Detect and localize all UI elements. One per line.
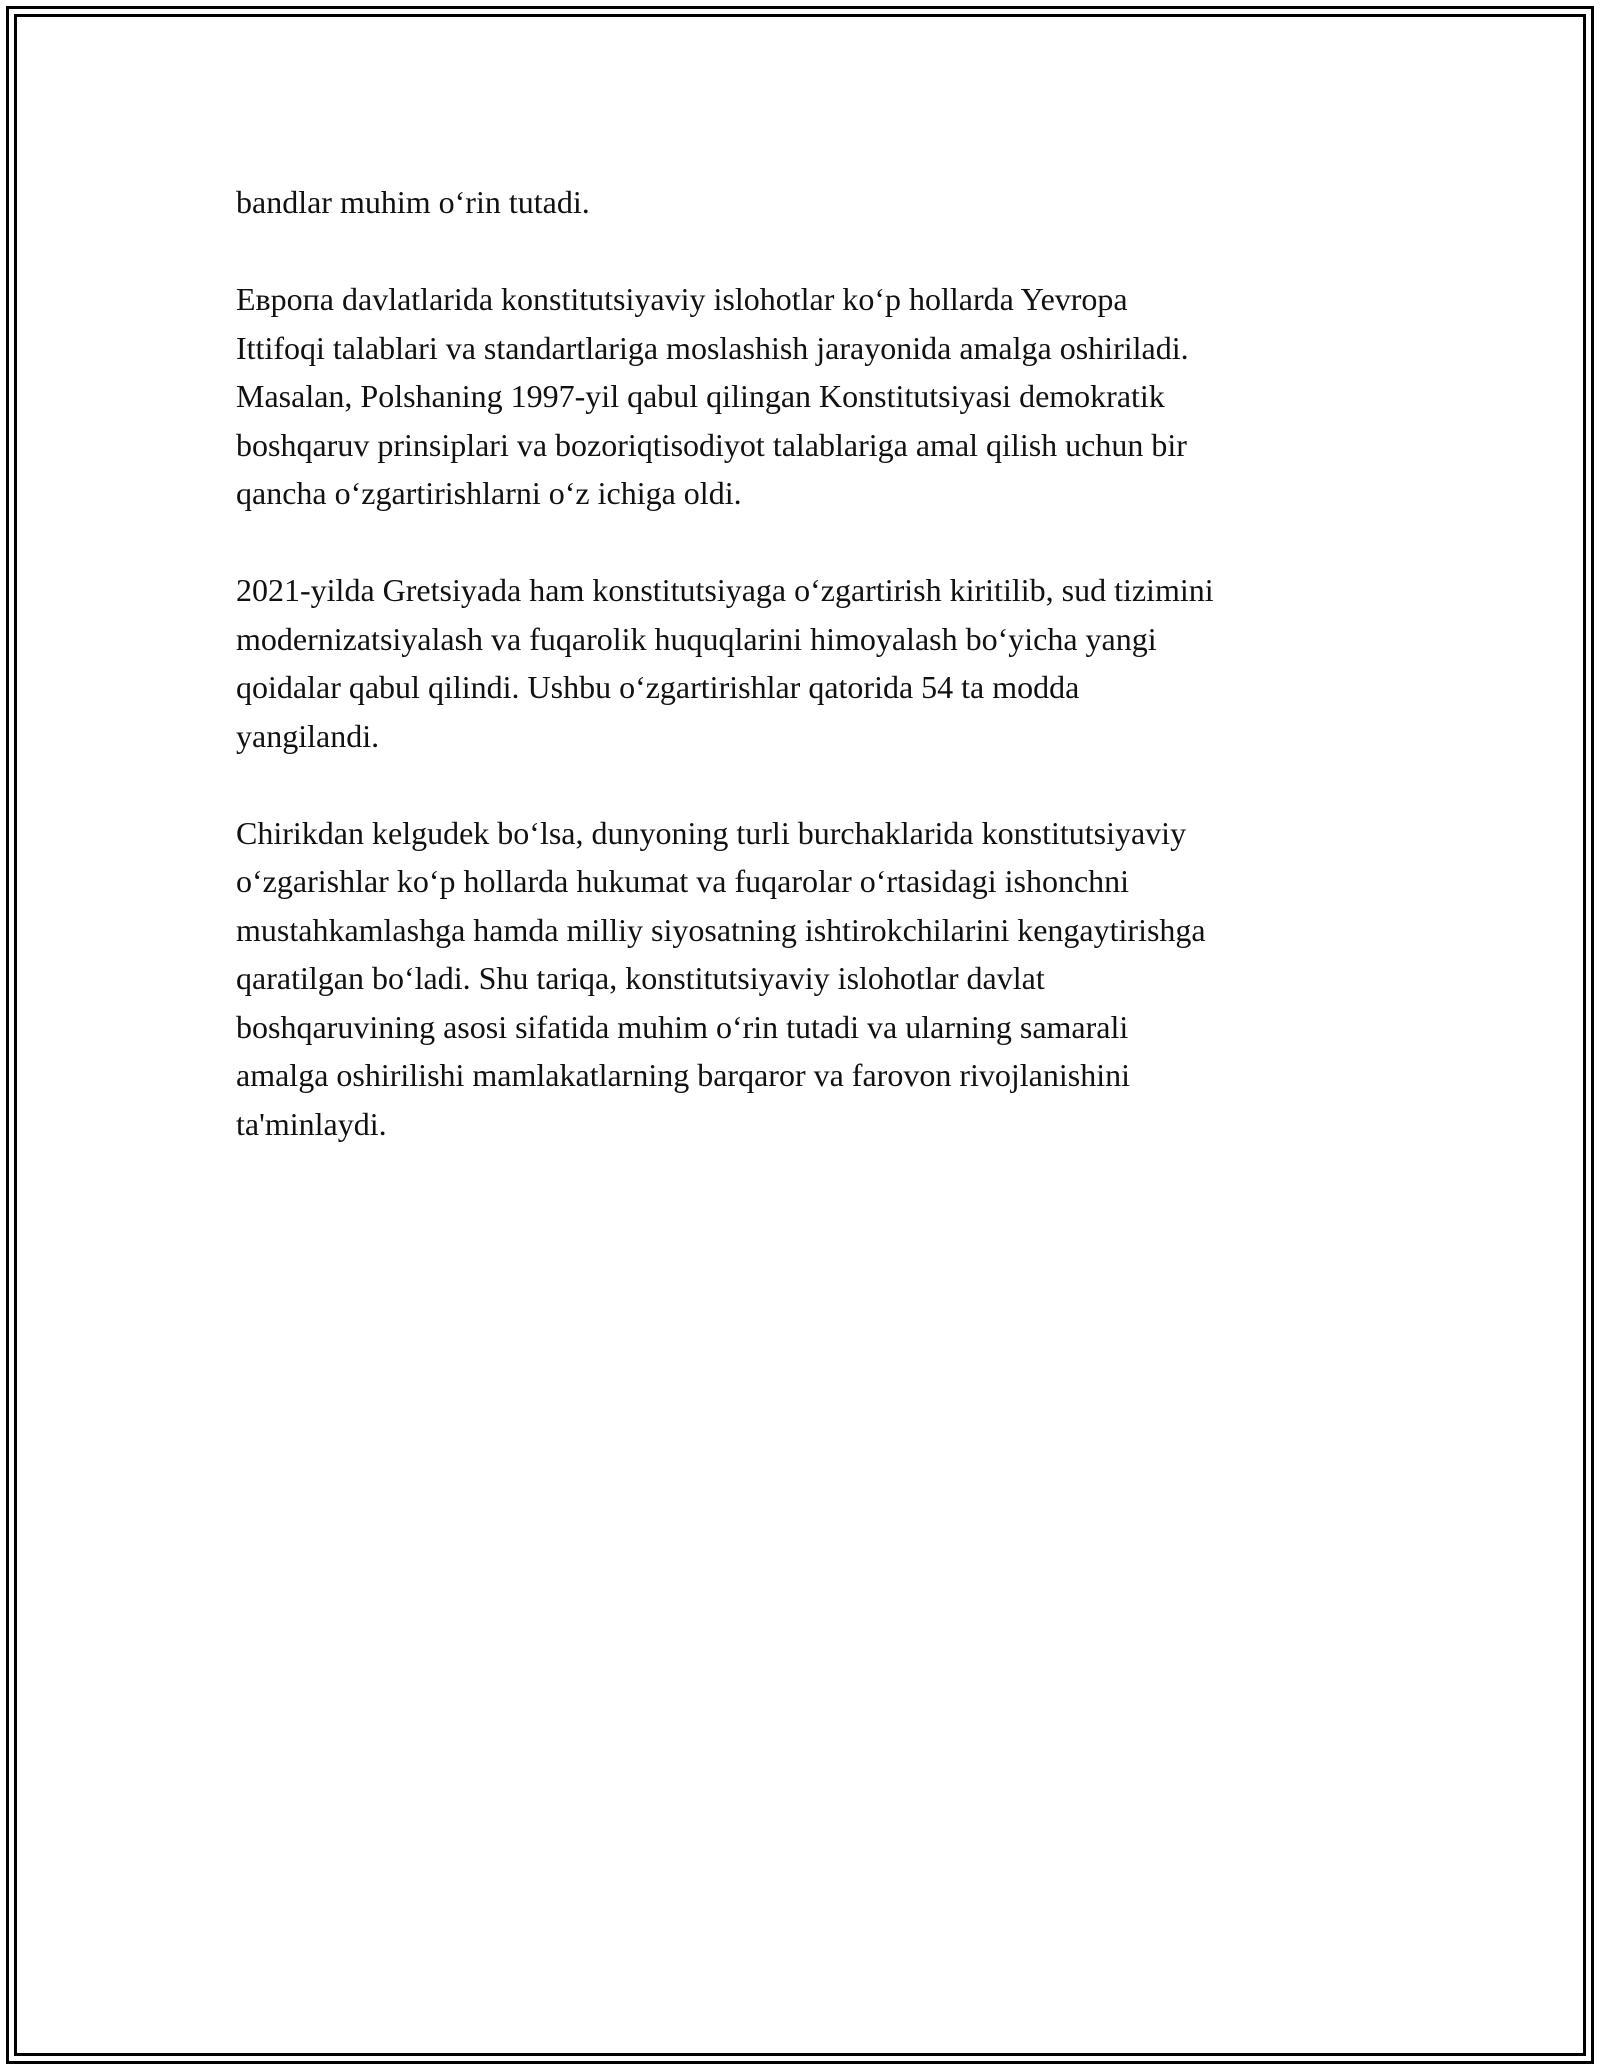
document-body xyxy=(236,178,1386,1197)
text-line: boshqaruv prinsiplari va bozoriqtisodiyot talablariga amal qilish uchun bir xyxy=(236,426,1187,463)
text-line: mustahkamlashga hamda milliy siyosatning ishtirokchilarini kengaytirishga xyxy=(236,911,1206,948)
text-line: Ittifoqi talablari va standartlariga moslashish jarayonida amalga oshiriladi. xyxy=(236,329,1189,366)
paragraph-greece-2021 xyxy=(236,566,1386,760)
text-line: boshqaruvining asosi sifatida muhim o‘rin tutadi va ularning samarali xyxy=(236,1008,1129,1045)
paragraph-conclusion xyxy=(236,809,1386,1149)
text-line: Masalan, Polshaning 1997-yil qabul qilingan Konstitutsiyasi demokratik xyxy=(236,378,1165,414)
text-line: o‘zgarishlar ko‘p hollarda hukumat va fuqarolar o‘rtasidagi ishonchni xyxy=(236,863,1130,899)
text-line: ta'minlaydi. xyxy=(236,1105,387,1142)
text-line: Европа davlatlarida konstitutsiyaviy islohotlar ko‘p hollarda Yevropa xyxy=(236,281,1128,317)
text-line: qancha o‘zgartirishlarni o‘z ichiga oldi. xyxy=(236,475,742,511)
paragraph-continuation xyxy=(236,178,1386,227)
text-line: yangilandi. xyxy=(236,717,380,754)
text-line: Chirikdan kelgudek bo‘lsa, dunyoning turli burchaklarida konstitutsiyaviy xyxy=(236,814,1187,851)
text-line: 2021-yilda Gretsiyada ham konstitutsiyaga o‘zgartirish kiritilib, sud tizimini xyxy=(236,572,1214,608)
text-line: bandlar muhim o‘rin tutadi. xyxy=(236,184,590,220)
text-line: amalga oshirilishi mamlakatlarning barqaror va farovon rivojlanishini xyxy=(236,1057,1130,1093)
text-line: qoidalar qabul qilindi. Ushbu o‘zgartirishlar qatorida 54 ta modda xyxy=(236,669,1080,705)
paragraph-europe-reforms xyxy=(236,275,1386,518)
text-line: qaratilgan bo‘ladi. Shu tariqa, konstitutsiyaviy islohotlar davlat xyxy=(236,960,1045,996)
text-line: modernizatsiyalash va fuqarolik huquqlarini himoyalash bo‘yicha yangi xyxy=(236,620,1157,657)
